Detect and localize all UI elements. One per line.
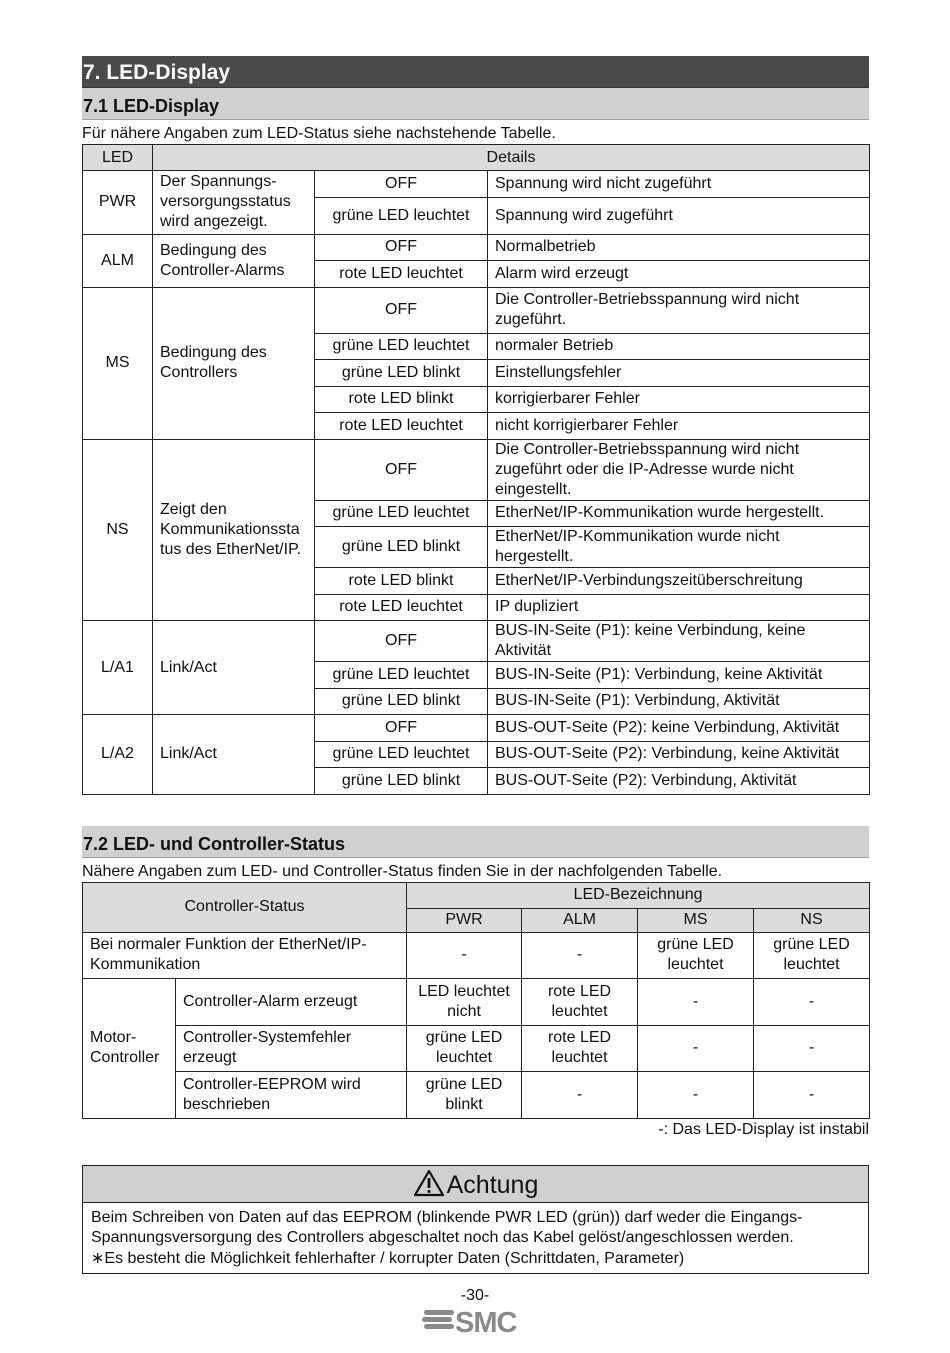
led-detail: Spannung wird zugeführt (488, 197, 870, 234)
header-led: LED (83, 145, 153, 171)
header-col: NS (754, 908, 870, 932)
led-state: OFF (315, 234, 488, 261)
table-row (83, 715, 870, 742)
status-cell: rote LED leuchtet (522, 1025, 638, 1072)
table-row (83, 287, 870, 333)
led-state: grüne LED leuchtet (315, 662, 488, 689)
led-state: OFF (315, 287, 488, 333)
status-cell: - (754, 1025, 870, 1072)
led-desc: Der Spannungs-versorgungsstatus wird angezeigt. (153, 171, 315, 235)
warning-icon (413, 1169, 445, 1208)
led-name-pwr: PWR (83, 171, 153, 235)
caution-body (83, 1203, 868, 1274)
status-cell: - (407, 932, 522, 979)
status-cell: - (522, 1072, 638, 1119)
intro-text-7-1: Für nähere Angaben zum LED-Status siehe nachstehende Tabelle. (82, 125, 556, 142)
smc-logo (422, 1304, 528, 1338)
led-detail: BUS-IN-Seite (P1): Verbindung, Aktivität (488, 688, 870, 715)
intro-text-7-2: Nähere Angaben zum LED- und Controller-Status finden Sie in der nachfolgenden Tabelle. (82, 862, 723, 880)
led-detail: Alarm wird erzeugt (488, 261, 870, 288)
header-controller-status: Controller-Status (83, 882, 407, 932)
status-label: Controller-Alarm erzeugt (176, 979, 407, 1026)
led-state: grüne LED leuchtet (315, 741, 488, 768)
led-detail: nicht korrigierbarer Fehler (488, 413, 870, 440)
status-cell: grüne LED leuchtet (407, 1025, 522, 1072)
subsection-title-7-1: 7.1 LED-Display (82, 88, 869, 120)
status-cell: - (754, 1072, 870, 1119)
caution-box (82, 1165, 869, 1275)
status-cell: grüne LED blinkt (407, 1072, 522, 1119)
status-cell: grüne LED leuchtet (638, 932, 754, 979)
caution-text: Beim Schreiben von Daten auf das EEPROM (blinkende PWR LED (grün)) darf weder die Eingangs-Spannungsversorgung des Controllers abgeschaltet noch das Kabel gelöst/angeschlossen werden. (91, 1208, 803, 1246)
led-detail: EtherNet/IP-Kommunikation wurde nicht hergestellt. (488, 527, 870, 568)
led-state: grüne LED blinkt (315, 527, 488, 568)
led-state: grüne LED leuchtet (315, 500, 488, 527)
status-cell: - (638, 979, 754, 1026)
led-name-ms: MS (83, 287, 153, 439)
led-desc: Zeigt den Kommunikationssta tus des EtherNet/IP. (153, 439, 315, 621)
led-state: OFF (315, 715, 488, 742)
led-state: rote LED blinkt (315, 386, 488, 413)
led-desc: Bedingung des Controller-Alarms (153, 234, 315, 287)
led-detail: BUS-IN-Seite (P1): Verbindung, keine Aktivität (488, 662, 870, 689)
led-state: OFF (315, 439, 488, 500)
led-desc: Link/Act (153, 715, 315, 795)
table-row (83, 979, 870, 1026)
led-state: grüne LED blinkt (315, 688, 488, 715)
led-state: rote LED leuchtet (315, 594, 488, 621)
led-state: grüne LED blinkt (315, 768, 488, 795)
header-details: Details (153, 145, 870, 171)
led-display-table (82, 144, 870, 795)
led-detail: normaler Betrieb (488, 333, 870, 360)
led-detail: IP dupliziert (488, 594, 870, 621)
led-name-alm: ALM (83, 234, 153, 287)
led-state: grüne LED leuchtet (315, 333, 488, 360)
status-label: Bei normaler Funktion der EtherNet/IP-Kommunikation (83, 932, 407, 979)
led-name-la2: L/A2 (83, 715, 153, 795)
led-state: grüne LED leuchtet (315, 197, 488, 234)
table-header-row (83, 882, 870, 908)
subsection-title-7-2: 7.2 LED- und Controller-Status (82, 826, 869, 858)
table-header-row (83, 145, 870, 171)
header-col: ALM (522, 908, 638, 932)
led-detail: BUS-OUT-Seite (P2): Verbindung, keine Aktivität (488, 741, 870, 768)
led-detail: Die Controller-Betriebsspannung wird nicht zugeführt oder die IP-Adresse wurde nicht eingestellt. (488, 439, 870, 500)
status-cell: - (638, 1025, 754, 1072)
led-name-la1: L/A1 (83, 621, 153, 715)
logo-text: SMC (455, 1307, 517, 1338)
table-row (83, 439, 870, 500)
led-state: rote LED leuchtet (315, 413, 488, 440)
led-detail: EtherNet/IP-Verbindungszeitüberschreitung (488, 568, 870, 595)
status-cell: LED leuchtet nicht (407, 979, 522, 1026)
led-desc: Bedingung des Controllers (153, 287, 315, 439)
led-state: grüne LED blinkt (315, 360, 488, 387)
controller-status-table (82, 882, 870, 1119)
led-detail: BUS-OUT-Seite (P2): Verbindung, Aktivität (488, 768, 870, 795)
motor-controller-label: Motor-Controller (83, 979, 176, 1119)
led-state: rote LED blinkt (315, 568, 488, 595)
table-row (83, 234, 870, 261)
table-row (83, 621, 870, 662)
header-col: PWR (407, 908, 522, 932)
led-detail: korrigierbarer Fehler (488, 386, 870, 413)
led-state: OFF (315, 621, 488, 662)
led-detail: Spannung wird nicht zugeführt (488, 171, 870, 198)
status-cell: - (522, 932, 638, 979)
status-label: Controller-Systemfehler erzeugt (176, 1025, 407, 1072)
led-name-ns: NS (83, 439, 153, 621)
led-detail: BUS-OUT-Seite (P2): keine Verbindung, Aktivität (488, 715, 870, 742)
led-detail: Einstellungsfehler (488, 360, 870, 387)
status-cell: rote LED leuchtet (522, 979, 638, 1026)
led-detail: EtherNet/IP-Kommunikation wurde hergestellt. (488, 500, 870, 527)
led-state: OFF (315, 171, 488, 198)
led-detail: BUS-IN-Seite (P1): keine Verbindung, keine Aktivität (488, 621, 870, 662)
status-cell: - (638, 1072, 754, 1119)
led-state: rote LED leuchtet (315, 261, 488, 288)
led-detail: Die Controller-Betriebsspannung wird nicht zugeführt. (488, 287, 870, 333)
table-row (83, 1072, 870, 1119)
caution-header (83, 1166, 868, 1203)
page-content (82, 56, 869, 1274)
table-note: -: Das LED-Display ist instabil (658, 1120, 869, 1138)
page-number: -30- (460, 1287, 490, 1304)
header-col: MS (638, 908, 754, 932)
table-row (83, 932, 870, 979)
table-row (83, 171, 870, 198)
status-cell: grüne LED leuchtet (754, 932, 870, 979)
spacer (82, 795, 869, 826)
status-label: Controller-EEPROM wird beschrieben (176, 1072, 407, 1119)
led-detail: Normalbetrieb (488, 234, 870, 261)
caution-title: Achtung (446, 1170, 539, 1199)
caution-note: ∗Es besteht die Möglichkeit fehlerhafter / korrupter Daten (Schrittdaten, Parameter) (91, 1249, 685, 1267)
section-title: 7. LED-Display (82, 56, 869, 88)
led-desc: Link/Act (153, 621, 315, 715)
header-led-name: LED-Bezeichnung (407, 882, 870, 908)
table-row (83, 1025, 870, 1072)
status-cell: - (754, 979, 870, 1026)
